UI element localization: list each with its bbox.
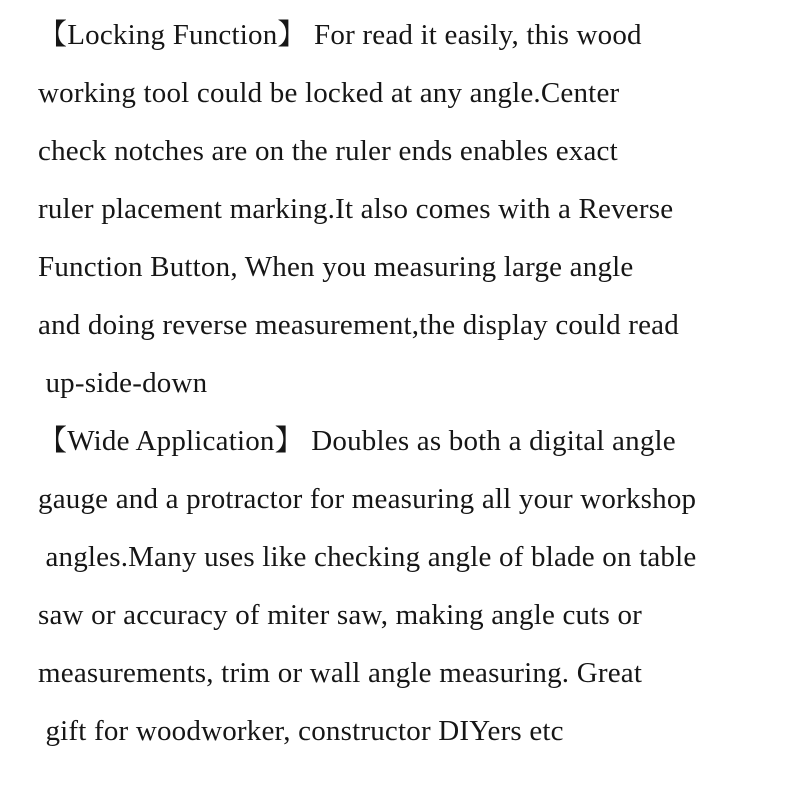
description-line: saw or accuracy of miter saw, making angle cuts or (38, 599, 643, 631)
description-line: ruler placement marking.It also comes with a Reverse (38, 193, 674, 225)
description-line: 【Locking Function】 For read it easily, this wood (38, 19, 642, 51)
description-line: and doing reverse measurement,the display could read (38, 309, 679, 341)
description-line: 【Wide Application】 Doubles as both a digital angle (38, 425, 676, 457)
description-line: working tool could be locked at any angle.Center (38, 77, 620, 109)
description-line: angles.Many uses like checking angle of blade on table (38, 541, 697, 573)
description-line: check notches are on the ruler ends enables exact (38, 135, 618, 167)
description-line: gift for woodworker, constructor DIYers etc (38, 715, 564, 747)
description-line: gauge and a protractor for measuring all your workshop (38, 483, 697, 515)
description-line: Function Button, When you measuring large angle (38, 251, 634, 283)
description-line: measurements, trim or wall angle measuring. Great (38, 657, 643, 689)
description-line: up-side-down (38, 367, 208, 399)
product-description (38, 6, 798, 760)
